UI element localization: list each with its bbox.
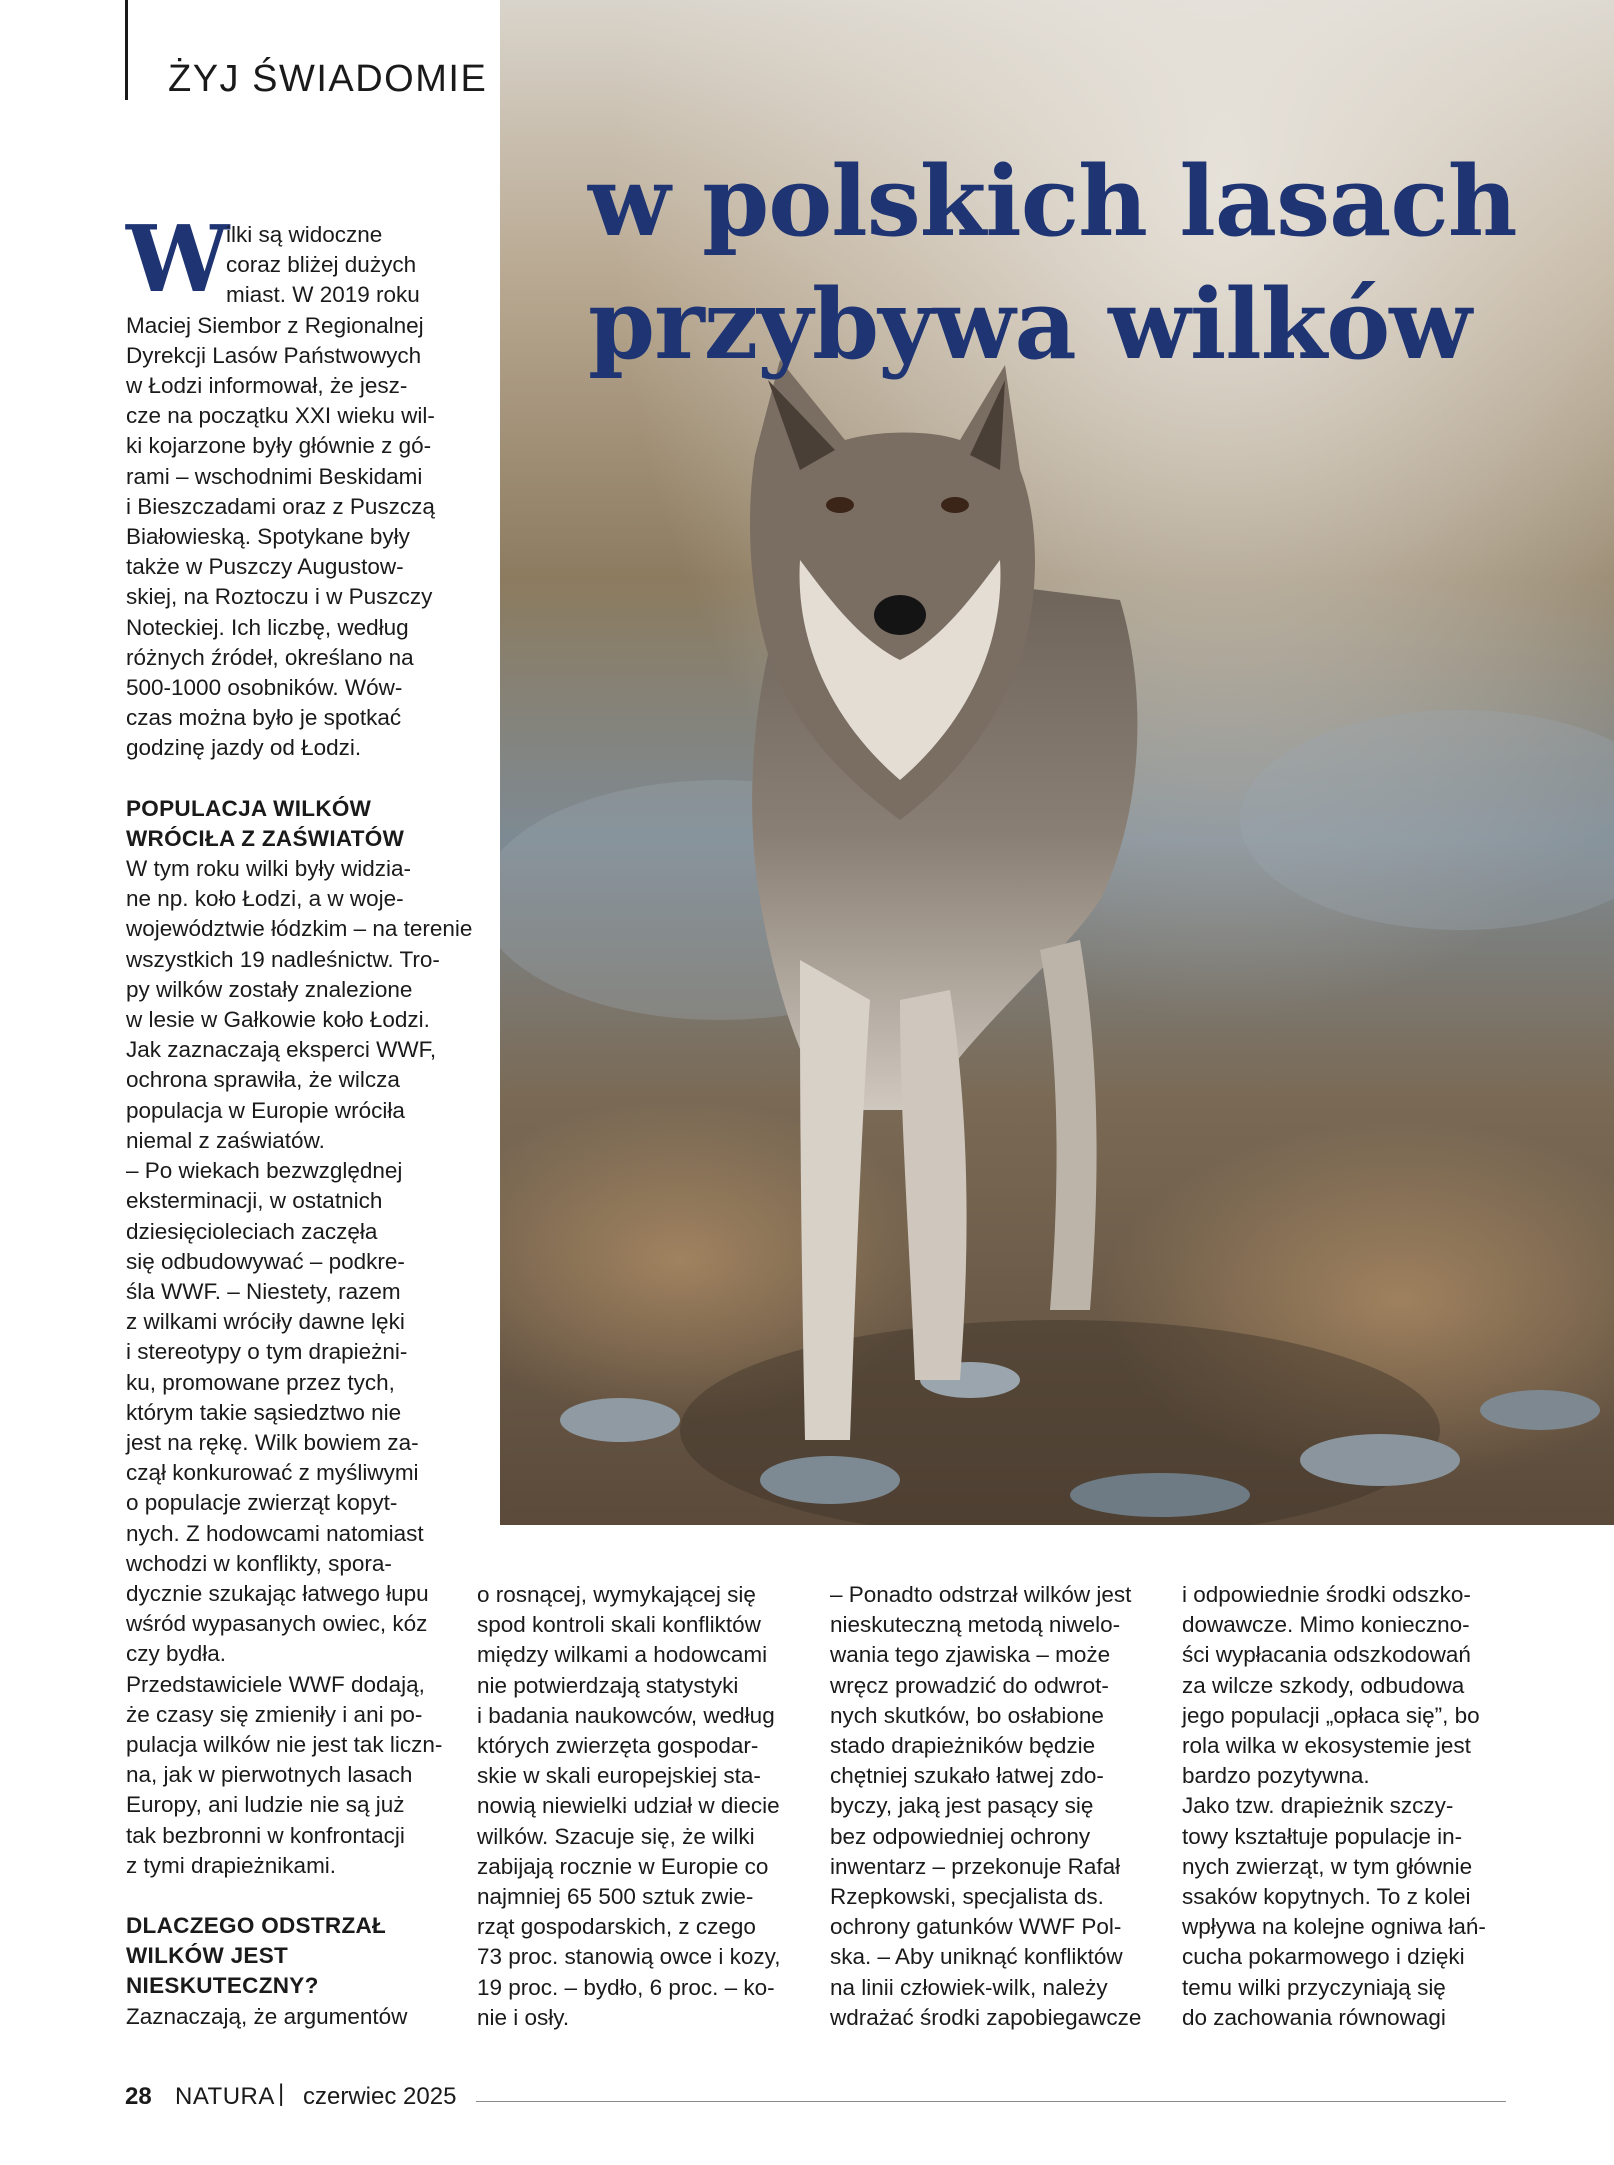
body-line: wszystkich 19 nadleśnictw. Tro- (126, 946, 440, 972)
body-line: ku, promowane przez tych, (126, 1369, 395, 1395)
body-line: py wilków zostały znalezione (126, 976, 413, 1002)
page-number: 28 (125, 2083, 152, 2110)
body-line: jego populacji „opłaca się”, bo (1182, 1702, 1480, 1728)
intro-line: Maciej Siembor z Regionalnej (126, 312, 424, 338)
body-line: wania tego zjawiska – może (830, 1642, 1111, 1668)
footer-rule (476, 2101, 1506, 2102)
body-line: za wilcze szkody, odbudowa (1182, 1672, 1465, 1698)
intro-line: także w Puszczy Augustow- (126, 554, 404, 580)
body-line: wpływa na kolejne ogniwa łań- (1182, 1914, 1486, 1940)
body-line: województwie łódzkim – na terenie (126, 916, 473, 942)
body-line: nych. Z hodowcami natomiast (126, 1520, 424, 1546)
body-line: nych skutków, bo osłabione (830, 1702, 1104, 1728)
column-2 (477, 1580, 807, 2033)
intro-line: 500-1000 osobników. Wów- (126, 675, 403, 701)
body-line: wdrażać środki zapobiegawcze (830, 2004, 1142, 2030)
body-line: których zwierzęta gospodar- (477, 1733, 759, 1759)
body-line: dziesięcioleciach zaczęła (126, 1218, 378, 1244)
body-line: stado drapieżników będzie (830, 1733, 1096, 1759)
body-line: śla WWF. – Niestety, razem (126, 1278, 401, 1304)
intro-line: ilki są widoczne (226, 222, 383, 247)
dropcap: W (126, 205, 230, 313)
body-line: Rzepkowski, specjalista ds. (830, 1884, 1104, 1910)
body-line: i odpowiednie środki odszko- (1182, 1582, 1471, 1607)
body-line: Europy, ani ludzie nie są już (126, 1792, 405, 1818)
body-line: ne np. koło Łodzi, a w woje- (126, 886, 404, 912)
intro-line: czas można było je spotkać (126, 705, 402, 731)
intro-line: w Łodzi informował, że jesz- (126, 373, 408, 399)
body-line: cucha pokarmowego i dzięki (1182, 1944, 1465, 1970)
column-4 (1182, 1580, 1512, 2033)
body-line: ska. – Aby uniknąć konfliktów (830, 1944, 1123, 1970)
body-line: ści wypłacania odszkodowań (1182, 1642, 1471, 1668)
body-line: z tymi drapieżnikami. (126, 1852, 337, 1878)
body-line: dowawcze. Mimo konieczno- (1182, 1612, 1470, 1638)
intro-line: rami – wschodnimi Beskidami (126, 463, 423, 489)
subheading: DLACZEGO ODSTRZAŁ (126, 1912, 387, 1938)
intro-line: skiej, na Roztoczu i w Puszczy (126, 584, 433, 610)
body-line: chętniej szukało łatwej zdo- (830, 1763, 1104, 1789)
subheading: WRÓCIŁA Z ZAŚWIATÓW (126, 825, 405, 851)
body-line: bez odpowiedniej ochrony (830, 1823, 1091, 1849)
intro-line: cze na początku XXI wieku wil- (126, 403, 435, 429)
body-line: i stereotypy o tym drapieżni- (126, 1339, 408, 1365)
body-line: jest na rękę. Wilk bowiem za- (126, 1429, 419, 1455)
intro-line: Noteckiej. Ich liczbę, według (126, 614, 409, 640)
intro-line: Dyrekcji Lasów Państwowych (126, 342, 422, 368)
body-line: spod kontroli skali konfliktów (477, 1612, 761, 1638)
body-line: tak bezbronni w konfrontacji (126, 1822, 405, 1848)
footer-separator: | (278, 2080, 285, 2107)
body-line: eksterminacji, w ostatnich (126, 1188, 383, 1214)
section-label: ŻYJ ŚWIADOMIE (168, 58, 488, 100)
body-line: towy kształtuje populacje in- (1182, 1823, 1463, 1849)
body-line: z wilkami wróciły dawne lęki (126, 1309, 405, 1335)
body-line: zabijają rocznie w Europie co (477, 1853, 769, 1879)
issue-date: czerwiec 2025 (303, 2083, 457, 2110)
subheading: WILKÓW JEST (126, 1943, 289, 1969)
intro-line: ki kojarzone były głównie z gó- (126, 433, 432, 459)
body-line: nowią niewielki udział w diecie (477, 1793, 780, 1819)
intro-line: coraz bliżej dużych (226, 252, 417, 278)
body-line: czy bydła. (126, 1641, 227, 1667)
intro-line: Białowieską. Spotykane były (126, 524, 410, 550)
body-line: 19 proc. – bydło, 6 proc. – ko- (477, 1974, 775, 2000)
headline-line: przybywa wilków (588, 268, 1471, 381)
intro-line: godzinę jazdy od Łodzi. (126, 735, 362, 761)
headline-line: w polskich lasach (588, 145, 1517, 258)
body-line: nie i osły. (477, 2004, 570, 2030)
body-line: rola wilka w ekosystemie jest (1182, 1733, 1471, 1759)
body-line: na linii człowiek-wilk, należy (830, 1974, 1108, 2000)
body-line: czął konkurować z myśliwymi (126, 1460, 419, 1486)
body-line: Jako tzw. drapieżnik szczy- (1182, 1793, 1454, 1819)
body-line: ochrona sprawiła, że wilcza (126, 1067, 400, 1093)
body-line: Jak zaznaczają eksperci WWF, (126, 1037, 437, 1063)
body-line: W tym roku wilki były widzia- (126, 856, 412, 882)
body-line: w lesie w Gałkowie koło Łodzi. (126, 1007, 430, 1033)
column-3 (830, 1580, 1160, 2033)
body-line: bardzo pozytywna. (1182, 1763, 1370, 1789)
body-line: 73 proc. stanowią owce i kozy, (477, 1944, 781, 1970)
body-line: ssaków kopytnych. To z kolei (1182, 1884, 1471, 1910)
body-line: wśród wypasanych owiec, kóz (126, 1611, 428, 1637)
subheading: POPULACJA WILKÓW (126, 795, 372, 821)
body-line: o populacje zwierząt kopyt- (126, 1490, 398, 1516)
body-line: którym takie sąsiedztwo nie (126, 1399, 402, 1425)
body-line: rząt gospodarskich, z czego (477, 1914, 756, 1940)
intro-line: miast. W 2019 roku (226, 282, 420, 308)
body-line: nych zwierząt, w tym głównie (1182, 1853, 1473, 1879)
body-line: inwentarz – przekonuje Rafał (830, 1853, 1121, 1879)
body-line: najmniej 65 500 sztuk zwie- (477, 1884, 754, 1910)
body-line: wchodzi w konflikty, spora- (126, 1550, 392, 1576)
body-line: – Ponadto odstrzał wilków jest (830, 1582, 1132, 1607)
body-line: niemal z zaświatów. (126, 1127, 325, 1153)
section-bar (125, 0, 128, 100)
body-line: dycznie szukając łatwego łupu (126, 1580, 429, 1606)
magazine-name: NATURA (175, 2083, 275, 2110)
body-line: – Po wiekach bezwzględnej (126, 1158, 403, 1184)
subheading: NIESKUTECZNY? (126, 1973, 319, 1999)
body-line: do zachowania równowagi (1182, 2004, 1446, 2030)
body-line: o rosnącej, wymykającej się (477, 1582, 756, 1607)
body-line: na, jak w pierwotnych lasach (126, 1762, 413, 1788)
body-line: Przedstawiciele WWF dodają, (126, 1671, 425, 1697)
body-line: nie potwierdzają statystyki (477, 1672, 739, 1698)
body-line: Zaznaczają, że argumentów (126, 2003, 408, 2029)
headline (588, 140, 1517, 386)
intro-line: różnych źródeł, określano na (126, 644, 414, 670)
body-line: wilków. Szacuje się, że wilki (477, 1823, 755, 1849)
body-line: skie w skali europejskiej sta- (477, 1763, 761, 1789)
body-line: temu wilki przyczyniają się (1182, 1974, 1446, 2000)
body-line: że czasy się zmieniły i ani po- (126, 1701, 423, 1727)
body-line: nieskuteczną metodą niwelo- (830, 1612, 1121, 1638)
body-line: między wilkami a hodowcami (477, 1642, 768, 1668)
body-line: pulacja wilków nie jest tak liczn- (126, 1731, 443, 1757)
body-line: się odbudowywać – podkre- (126, 1248, 405, 1274)
body-line: byczy, jaką jest pasący się (830, 1793, 1094, 1819)
intro-line: i Bieszczadami oraz z Puszczą (126, 493, 435, 519)
body-line: populacja w Europie wróciła (126, 1097, 405, 1123)
body-line: wręcz prowadzić do odwrot- (830, 1672, 1109, 1698)
body-line: i badania naukowców, według (477, 1702, 775, 1728)
body-line: ochrony gatunków WWF Pol- (830, 1914, 1122, 1940)
column-1 (126, 220, 473, 2032)
